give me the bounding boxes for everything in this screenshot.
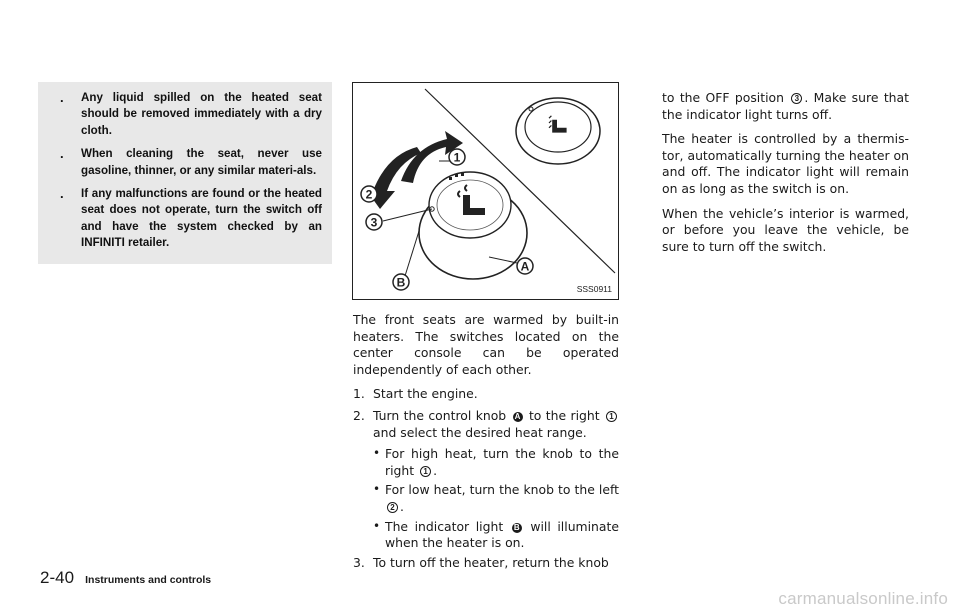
continuation-column	[662, 90, 909, 263]
watermark: carmanualsonline.info	[778, 589, 948, 608]
turn-off-paragraph: When the vehicle’s interior is warmed, or before you leave the vehicle, be sure to turn off the switch.	[662, 205, 909, 254]
caution-item: . When cleaning the seat, never use gasoline, thinner, or any similar materi-als.	[60, 146, 322, 177]
callout-a-marker: A	[513, 412, 523, 422]
step-1: 1. Start the engine.	[353, 386, 478, 402]
caution-box	[38, 82, 332, 264]
bullet-icon: •	[373, 446, 381, 461]
page-number: 2-40	[40, 568, 75, 587]
off-position-paragraph: to the OFF position 3 . Make sure that the indicator light turns off.	[662, 90, 909, 122]
step-3: 3. To turn off the heater, return the knob	[353, 554, 609, 570]
callout-2-marker: 2	[387, 502, 398, 513]
svg-text:A: A	[520, 259, 530, 274]
step-number: 2.	[353, 407, 365, 423]
main-knob	[419, 172, 527, 279]
instructions-column	[353, 312, 619, 576]
svg-text:B: B	[396, 275, 406, 290]
intro-paragraph: The front seats are warmed by built-in heaters. The switches located on the center console can be operated independently of each other.	[353, 312, 619, 377]
callout-3	[366, 214, 382, 230]
callout-b-marker: B	[512, 523, 522, 533]
sub-bullet-indicator: • The indicator light B will illuminate when the heater is on.	[373, 518, 619, 551]
svg-text:3: 3	[370, 215, 378, 230]
bullet-icon: •	[373, 482, 381, 497]
callout-1	[449, 149, 465, 165]
section-title: Instruments and controls	[85, 574, 212, 586]
seat-heater-illustration	[353, 83, 620, 301]
sub-bullet-low-heat: • For low heat, turn the knob to the left 2 .	[373, 482, 619, 514]
caution-item: . If any malfunctions are found or the heated seat does not operate, turn the switch off and have the system checked by an INFINITI retailer.	[60, 186, 322, 250]
thermistor-paragraph: The heater is controlled by a thermis-tor, automatically turning the heater on and off. The indicator light will remain on as long as the switch is on.	[662, 131, 909, 196]
callout-3-marker: 3	[791, 93, 802, 104]
bullet-dot: .	[60, 90, 64, 105]
page-footer	[40, 568, 211, 588]
bullet-icon: •	[373, 518, 381, 533]
svg-text:2: 2	[365, 187, 373, 202]
caution-item: . Any liquid spilled on the heated seat should be removed immediately with a dry cloth.	[60, 90, 322, 137]
sub-bullet-high-heat: • For high heat, turn the knob to the right 1 .	[373, 446, 619, 478]
callout-b	[393, 274, 409, 290]
step-number: 3.	[353, 554, 365, 570]
callout-1-marker: 1	[420, 466, 431, 477]
svg-text:1: 1	[453, 150, 461, 165]
callout-a	[517, 258, 533, 274]
figure-code: SSS0911	[576, 284, 612, 294]
callout-1-marker: 1	[606, 411, 617, 422]
heated-seat-switch-figure	[352, 82, 619, 300]
secondary-knob	[516, 98, 600, 164]
step-2: 2. Turn the control knob A to the right 1 and select the desired heat range.	[353, 408, 619, 441]
bullet-dot: .	[60, 146, 64, 162]
caution-list	[38, 82, 332, 252]
bullet-dot: .	[60, 186, 64, 202]
callout-2	[361, 186, 377, 202]
step-number: 1.	[353, 386, 365, 402]
